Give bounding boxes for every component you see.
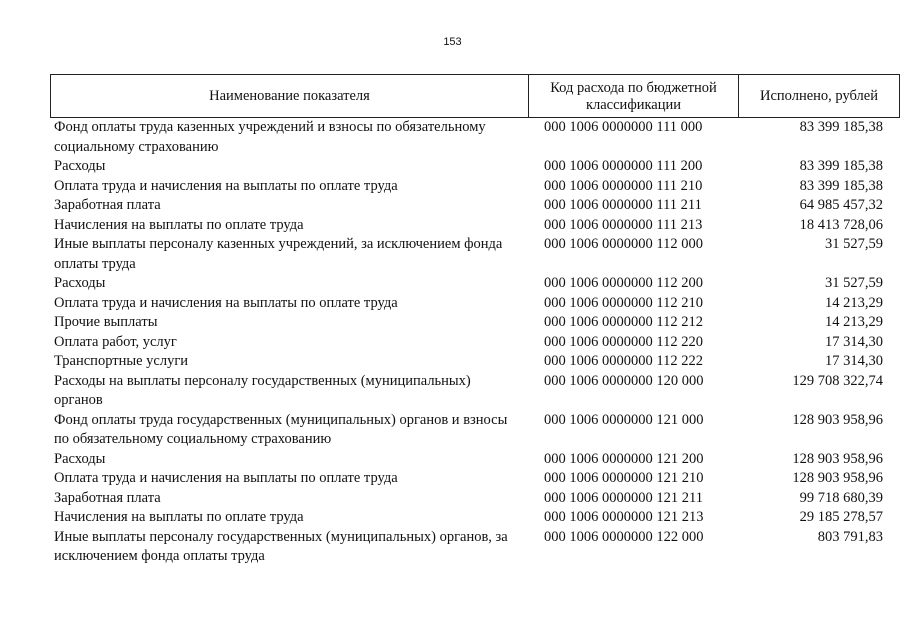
row-code-cell: 000 1006 0000000 112 200 <box>544 275 703 291</box>
row-amount-cell: 17 314,30 <box>825 333 883 350</box>
row-name-cell: Оплата работ, услуг <box>54 333 177 350</box>
page-number: 153 <box>443 36 462 48</box>
row-code-cell: 000 1006 0000000 122 000 <box>544 528 704 545</box>
table-row <box>50 313 900 333</box>
row-code-cell: 000 1006 0000000 111 210 <box>544 177 703 194</box>
row-name-cell: Расходы <box>54 158 106 174</box>
row-code-cell: 000 1006 0000000 111 000 <box>544 119 703 135</box>
row-name-cell: Оплата труда и начисления на выплаты по оплате труда <box>54 294 398 311</box>
row-amount-cell: 31 527,59 <box>825 275 883 291</box>
row-amount-cell: 83 399 185,38 <box>799 177 883 194</box>
row-amount-cell: 803 791,83 <box>817 528 883 545</box>
header-code: Код расхода по бюджетной классификации <box>529 75 739 117</box>
row-amount-cell: 14 213,29 <box>825 294 883 311</box>
table-row <box>50 157 900 177</box>
row-amount-cell: 14 213,29 <box>825 314 883 330</box>
row-name-cell: Фонд оплаты труда государственных (муниципальных) органов и взносы по обязательному социальному страхованию <box>54 411 508 447</box>
row-name-cell: Иные выплаты персоналу государственных (муниципальных) органов, за исключением фонда оплаты труда <box>54 528 508 564</box>
row-code-cell: 000 1006 0000000 121 213 <box>544 509 704 525</box>
row-amount-cell: 29 185 278,57 <box>799 509 883 525</box>
row-amount-cell: 128 903 958,96 <box>792 411 883 428</box>
row-code-cell: 000 1006 0000000 111 211 <box>544 197 702 213</box>
row-code-cell: 000 1006 0000000 120 000 <box>544 372 704 389</box>
table-row <box>50 372 900 411</box>
table-row <box>50 489 900 509</box>
table-row <box>50 411 900 450</box>
row-code-cell: 000 1006 0000000 112 210 <box>544 294 703 311</box>
row-name-cell: Заработная плата <box>54 489 161 506</box>
row-name-cell: Заработная плата <box>54 197 161 213</box>
row-name-cell: Расходы на выплаты персоналу государственных (муниципальных) органов <box>54 372 471 408</box>
row-name-cell: Расходы <box>54 450 106 467</box>
row-amount-cell: 129 708 322,74 <box>792 372 883 389</box>
row-amount-cell: 17 314,30 <box>825 353 883 369</box>
table-row <box>50 216 900 236</box>
row-name-cell: Иные выплаты персоналу казенных учреждений, за исключением фонда оплаты труда <box>54 236 503 272</box>
table-row <box>50 235 900 274</box>
row-code-cell: 000 1006 0000000 121 210 <box>544 470 704 486</box>
table-row <box>50 450 900 470</box>
row-name-cell: Фонд оплаты труда казенных учреждений и взносы по обязательному социальному страхованию <box>54 119 486 155</box>
row-amount-cell: 83 399 185,38 <box>799 119 883 135</box>
table-row <box>50 274 900 294</box>
row-code-cell: 000 1006 0000000 112 222 <box>544 353 703 369</box>
header-name: Наименование показателя <box>51 75 529 117</box>
row-name-cell: Оплата труда и начисления на выплаты по оплате труда <box>54 470 398 486</box>
row-name-cell: Расходы <box>54 275 106 291</box>
row-amount-cell: 128 903 958,96 <box>792 450 883 467</box>
row-name-cell: Транспортные услуги <box>54 353 189 369</box>
table-row <box>50 294 900 314</box>
table-row <box>50 118 900 157</box>
table-header <box>50 74 900 118</box>
budget-table <box>50 74 900 567</box>
row-name-cell: Начисления на выплаты по оплате труда <box>54 509 304 525</box>
row-code-cell: 000 1006 0000000 121 211 <box>544 489 703 506</box>
table-row <box>50 469 900 489</box>
row-code-cell: 000 1006 0000000 112 220 <box>544 333 703 350</box>
table-row <box>50 177 900 197</box>
row-amount-cell: 31 527,59 <box>825 236 883 252</box>
table-row <box>50 352 900 372</box>
row-code-cell: 000 1006 0000000 121 000 <box>544 411 704 428</box>
row-name-cell: Начисления на выплаты по оплате труда <box>54 216 304 233</box>
row-amount-cell: 99 718 680,39 <box>799 489 883 506</box>
row-code-cell: 000 1006 0000000 112 000 <box>544 236 703 252</box>
table-row <box>50 196 900 216</box>
row-amount-cell: 64 985 457,32 <box>799 197 883 213</box>
table-row <box>50 508 900 528</box>
row-name-cell: Прочие выплаты <box>54 314 158 330</box>
table-row <box>50 333 900 353</box>
row-code-cell: 000 1006 0000000 121 200 <box>544 450 704 467</box>
table-row <box>50 528 900 567</box>
row-code-cell: 000 1006 0000000 112 212 <box>544 314 703 330</box>
table-body <box>50 118 900 567</box>
row-name-cell: Оплата труда и начисления на выплаты по оплате труда <box>54 177 398 194</box>
header-amount: Исполнено, рублей <box>760 87 878 104</box>
row-amount-cell: 18 413 728,06 <box>799 216 883 233</box>
row-code-cell: 000 1006 0000000 111 213 <box>544 216 703 233</box>
row-amount-cell: 128 903 958,96 <box>792 470 883 486</box>
row-amount-cell: 83 399 185,38 <box>799 158 883 174</box>
row-code-cell: 000 1006 0000000 111 200 <box>544 158 703 174</box>
